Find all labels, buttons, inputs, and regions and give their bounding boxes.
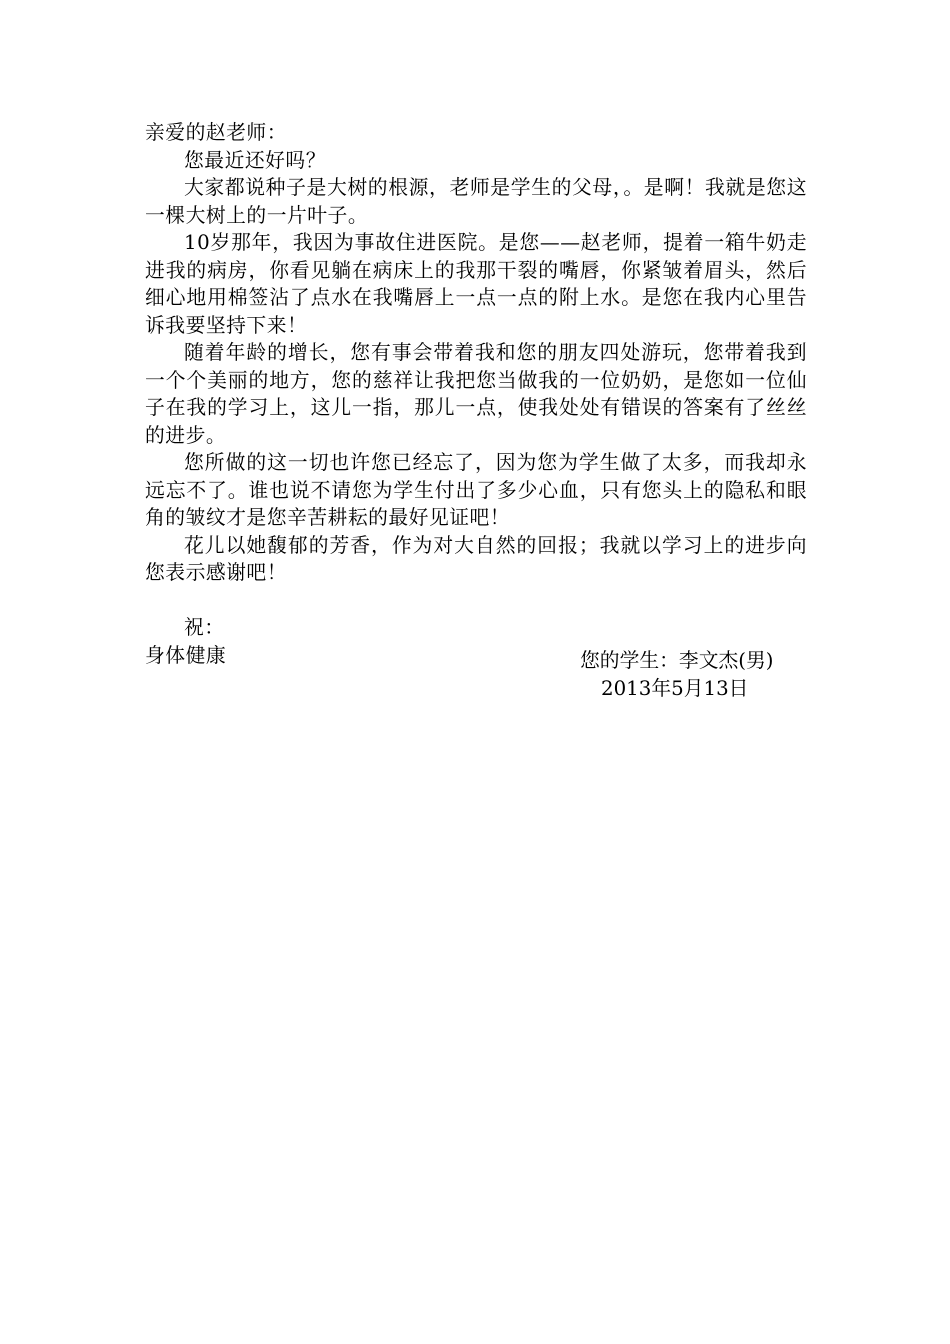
paragraph-gratitude: 您所做的这一切也许您已经忘了，因为您为学生做了太多，而我却永远忘不了。谁也说不请您为学生付出了多少心血，只有您头上的隐私和眼角的皱纹才是您辛苦耕耘的最好见证吧！ xyxy=(145,451,807,529)
paragraph-greeting: 您最近还好吗？ xyxy=(184,148,326,172)
closing-word: 祝： xyxy=(184,616,225,639)
signature-block xyxy=(580,647,820,702)
paragraph-seed-tree: 大家都说种子是大树的根源，老师是学生的父母，。是啊！我就是您这一棵大树上的一片叶子。 xyxy=(145,176,807,227)
closing-wish: 身体健康 xyxy=(145,643,227,667)
paragraph-flowers: 花儿以她馥郁的芳香，作为对大自然的回报；我就以学习上的进步向您表示感谢吧！ xyxy=(145,533,807,584)
paragraph-growing-up: 随着年龄的增长，您有事会带着我和您的朋友四处游玩，您带着我到一个个美丽的地方，您的慈祥让我把您当做我的一位奶奶，是您如一位仙子在我的学习上，这儿一指，那儿一点，使我处处有错误的答案有了丝丝的进步。 xyxy=(145,341,807,447)
paragraph-hospital: 10岁那年，我因为事故住进医院。是您——赵老师，提着一箱牛奶走进我的病房，你看见躺在病床上的我那干裂的嘴唇，你紧皱着眉头，然后细心地用棉签沾了点水在我嘴唇上一点一点的附上水。是您在我内心里告诉我要坚持下来！ xyxy=(145,231,807,337)
letter-body xyxy=(145,119,807,669)
salutation: 亲爱的赵老师： xyxy=(145,121,287,144)
blank-line xyxy=(145,587,807,615)
signature-name: 您的学生：李文杰(男) xyxy=(580,649,774,672)
signature-date: 2013年5月13日 xyxy=(601,676,749,700)
